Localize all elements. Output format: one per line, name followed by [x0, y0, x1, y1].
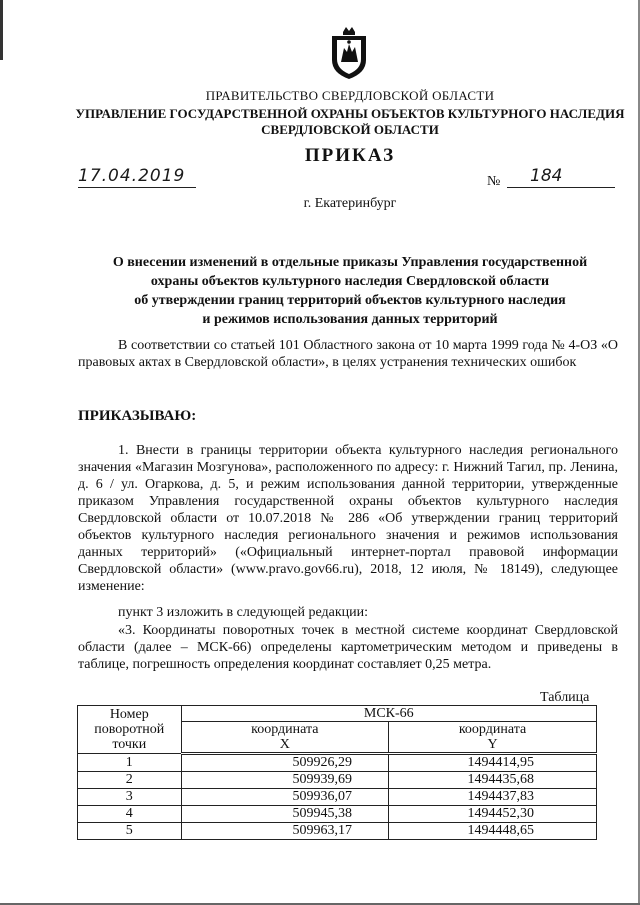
- document-type: ПРИКАЗ: [304, 145, 396, 166]
- cell-point: 3: [78, 789, 182, 806]
- department-name: [0, 106, 640, 138]
- intro-paragraph: В соответствии со статьей 101 Областного закона от 10 марта 1999 года № 4-ОЗ «О правовых актах в Свердловской области», в целях устранения технических ошибок: [78, 338, 618, 370]
- coordinates-table: [77, 705, 597, 840]
- header-point-number: [78, 706, 182, 754]
- cell-y: 1494452,30: [389, 806, 597, 823]
- subitem-paragraph: пункт 3 изложить в следующей редакции:: [118, 605, 368, 620]
- cell-y: 1494435,68: [389, 772, 597, 789]
- table-row: [78, 789, 597, 806]
- cell-x: 509939,69: [181, 772, 389, 789]
- department-name-line2: СВЕРДЛОВСКОЙ ОБЛАСТИ: [261, 122, 439, 137]
- coat-of-arms-icon: [329, 26, 369, 80]
- header-text: поворотной: [94, 722, 165, 737]
- header-text: X: [279, 737, 290, 752]
- order-date: 17.04.2019: [78, 166, 186, 186]
- order-title: [60, 253, 640, 329]
- order-title-line: об утверждении границ территорий объектов культурного наследия: [134, 293, 566, 308]
- item-1-paragraph: 1. Внести в границы территории объекта культурного наследия регионального значения «Магазин Мозгунова», расположенного по адресу: г. Нижний Тагил, пр. Ленина, д. 6 / ул. Огаркова, д. 5, и режим использования данной территории, утвержденные приказом Управления государственной охраны объектов культурного наследия Свердловской области от 10.07.2018 № 286 «Об утверждении границ территорий объектов культурного наследия регионального значения и режимов использования данных территорий» («Официальный интернет-портал правовой информации Свердловской области» (www.pravo.gov66.ru), 2018, 12 июля, № 18149), следующее изменение:: [78, 443, 618, 594]
- order-title-line: и режимов использования данных территорий: [202, 312, 498, 327]
- header-text: точки: [112, 737, 147, 752]
- order-number: 184: [530, 166, 563, 186]
- scan-edge-left: [0, 0, 3, 60]
- city: г. Екатеринбург: [303, 196, 397, 211]
- header-system: МСК-66: [181, 706, 596, 722]
- cell-y: 1494448,65: [389, 823, 597, 840]
- table-caption: Таблица: [540, 690, 590, 705]
- cell-x: 509936,07: [181, 789, 389, 806]
- cell-x: 509926,29: [181, 754, 389, 772]
- header-text: координата: [458, 722, 527, 737]
- table-row: [78, 754, 597, 772]
- quoted-item-paragraph: «3. Координаты поворотных точек в местной системе координат Свердловской области (далее – МСК-66) определены картометрическим методом и приведены в таблице, погрешность определения координат составляет 0,25 метра.: [78, 623, 618, 672]
- order-word: ПРИКАЗЫВАЮ:: [78, 408, 197, 424]
- cell-point: 1: [78, 754, 182, 772]
- date-underline: [78, 187, 196, 188]
- order-title-line: О внесении изменений в отдельные приказы Управления государственной: [112, 255, 588, 270]
- cell-point: 2: [78, 772, 182, 789]
- government-name: ПРАВИТЕЛЬСТВО СВЕРДЛОВСКОЙ ОБЛАСТИ: [205, 88, 495, 103]
- order-title-line: охраны объектов культурного наследия Свердловской области: [150, 274, 550, 289]
- cell-x: 509963,17: [181, 823, 389, 840]
- header-x: [181, 722, 389, 754]
- cell-y: 1494437,83: [389, 789, 597, 806]
- cell-y: 1494414,95: [389, 754, 597, 772]
- cell-point: 5: [78, 823, 182, 840]
- number-underline: [507, 187, 615, 188]
- table-row: [78, 772, 597, 789]
- header-text: Номер: [109, 707, 149, 722]
- cell-x: 509945,38: [181, 806, 389, 823]
- table-row: [78, 823, 597, 840]
- table-header-row: [78, 706, 597, 722]
- table-row: [78, 806, 597, 823]
- header-text: Y: [487, 737, 498, 752]
- department-name-line1: УПРАВЛЕНИЕ ГОСУДАРСТВЕННОЙ ОХРАНЫ ОБЪЕКТОВ КУЛЬТУРНОГО НАСЛЕДИЯ: [75, 106, 625, 121]
- header-text: координата: [251, 722, 319, 737]
- number-sign: №: [487, 174, 501, 189]
- cell-point: 4: [78, 806, 182, 823]
- header-y: [389, 722, 597, 754]
